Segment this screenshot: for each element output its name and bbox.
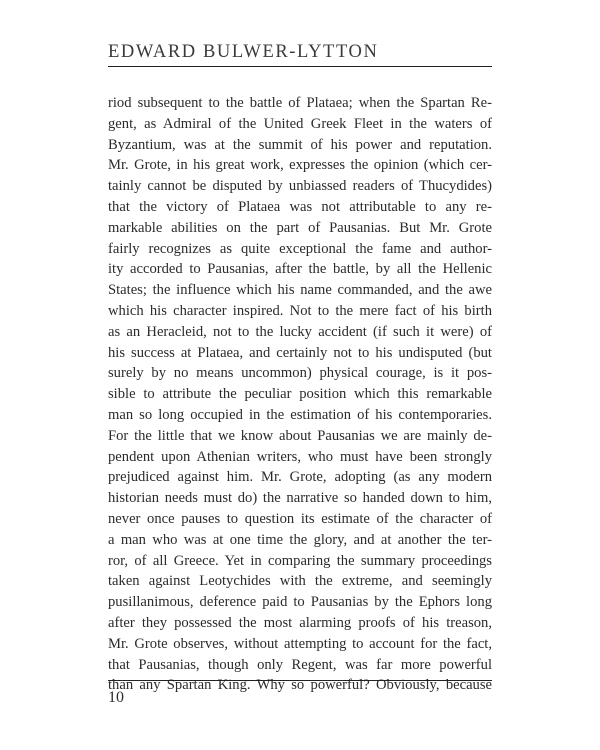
body-text: [108, 93, 492, 696]
text-line: tainly cannot be disputed by unbiassed readers of Thucydides): [108, 178, 492, 195]
text-line: prejudiced against him. Mr. Grote, adopting (as any modern: [108, 469, 492, 486]
text-line: States; the influence which his name commanded, and the awe: [108, 282, 492, 299]
footer-rule: [108, 680, 492, 681]
text-line: fairly recognizes as quite exceptional the fame and author-: [108, 240, 492, 257]
text-line: pusillanimous, deference paid to Pausanias by the Ephors long: [108, 594, 492, 611]
text-line: sible to attribute the peculiar position which this remarkable: [108, 386, 492, 403]
text-line: pendent upon Athenian writers, who must have been strongly: [108, 448, 492, 465]
text-line: gent, as Admiral of the United Greek Fleet in the waters of: [108, 115, 492, 132]
running-header: EDWARD BULWER-LYTTON: [108, 42, 379, 62]
text-line: man so long occupied in the estimation of his contemporaries.: [108, 406, 492, 423]
text-line: after they possessed the most alarming proofs of his treason,: [108, 614, 492, 631]
text-line: which his character inspired. Not to the mere fact of his birth: [108, 302, 492, 319]
text-line: Mr. Grote, in his great work, expresses the opinion (which cer-: [108, 157, 492, 174]
text-line: taken against Leotychides with the extreme, and seemingly: [108, 573, 492, 590]
text-line: a man who was at one time the glory, and at another the ter-: [108, 531, 492, 548]
text-line: For the little that we know about Pausanias we are mainly de-: [108, 427, 492, 444]
text-line: markable abilities on the part of Pausanias. But Mr. Grote: [108, 219, 492, 236]
text-line: never once pauses to question its estimate of the character of: [108, 510, 492, 527]
page-number: 10: [108, 689, 124, 706]
text-line: historian needs must do) the narrative so handed down to him,: [108, 490, 492, 507]
text-line: that the victory of Plataea was not attributable to any re-: [108, 198, 492, 215]
text-line: than any Spartan King. Why so powerful? Obviously, because: [108, 677, 492, 694]
header-rule: [108, 66, 492, 67]
text-line: riod subsequent to the battle of Plataea; when the Spartan Re-: [108, 95, 492, 111]
text-line: Byzantium, was at the summit of his power and reputation.: [108, 136, 492, 153]
text-line: ity accorded to Pausanias, after the battle, by all the Hellenic: [108, 261, 492, 278]
text-line: Mr. Grote observes, without attempting to account for the fact,: [108, 635, 492, 652]
text-line: that Pausanias, though only Regent, was far more powerful: [108, 656, 492, 673]
text-line: ror, of all Greece. Yet in comparing the summary proceedings: [108, 552, 492, 569]
text-line: as an Heracleid, not to the lucky accident (if such it were) of: [108, 323, 492, 340]
text-line: his success at Plataea, and certainly not to his undisputed (but: [108, 344, 492, 361]
text-line: surely by no means uncommon) physical courage, is it pos-: [108, 365, 492, 382]
